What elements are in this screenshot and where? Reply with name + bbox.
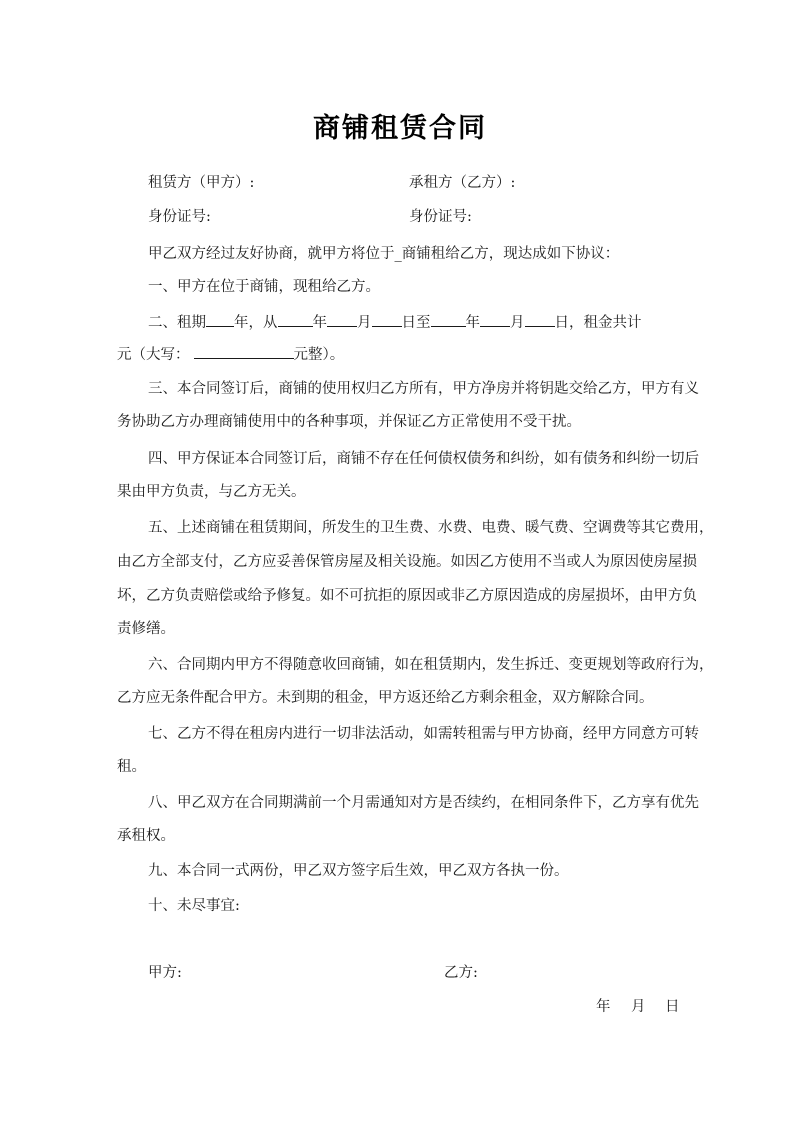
clause-8-line: 八、甲乙双方在合同期满前一个月需通知对方是否续约，在相同条件下，乙方享有优先: [148, 795, 699, 811]
date-month: 月: [631, 999, 646, 1015]
blank-line: [327, 312, 357, 327]
clause-2-text: 月: [510, 315, 525, 331]
clause-2-text: 月: [357, 315, 372, 331]
id-b-label: 身份证号:: [409, 209, 472, 225]
clause-2-text: 元（大写：: [117, 347, 190, 363]
blank-line: [431, 312, 466, 327]
signature-party-a: 甲方:: [148, 965, 182, 981]
blank-line: [278, 312, 313, 327]
clause-2-text: 日，租金共计: [554, 315, 642, 331]
clause-9: 九、本合同一式两份，甲乙双方签字后生效，甲乙双方各执一份。: [148, 863, 569, 879]
clause-4-line: 四、甲方保证本合同签订后，商铺不存在任何债权债务和纠纷，如有债务和纠纷一切后: [148, 451, 699, 467]
clause-2-text: 年，从: [234, 315, 278, 331]
blank-line: [480, 312, 510, 327]
id-a-label: 身份证号:: [148, 209, 211, 225]
date-year: 年: [596, 999, 611, 1015]
intro-paragraph: 甲乙双方经过友好协商，就甲方将位于_商铺租给乙方，现达成如下协议：: [148, 246, 620, 262]
clause-6-line: 乙方应无条件配合甲方。未到期的租金，甲方返还给乙方剩余租金，双方解除合同。: [117, 690, 654, 706]
date-day: 日: [665, 999, 680, 1015]
clause-7-line: 七、乙方不得在租房内进行一切非法活动，如需转租需与甲方协商，经甲方同意方可转: [148, 726, 699, 742]
clause-2-text: 日至: [401, 315, 431, 331]
clause-2-text: 年: [312, 315, 327, 331]
party-a-label: 租赁方（甲方）:: [148, 175, 255, 191]
clause-3-line: 务协助乙方办理商铺使用中的各种事项，并保证乙方正常使用不受干扰。: [117, 414, 581, 430]
clause-5-line: 五、上述商铺在租赁期间，所发生的卫生费、水费、电费、暖气费、空调费等其它费用，: [148, 520, 714, 536]
clause-3-line: 三、本合同签订后，商铺的使用权归乙方所有，甲方净房并将钥匙交给乙方，甲方有义: [148, 381, 699, 397]
clause-7-line: 租。: [117, 759, 146, 775]
clause-5-line: 由乙方全部支付，乙方应妥善保管房屋及相关设施。如因乙方使用不当或人为原因使房屋损: [117, 554, 697, 570]
clause-2-text: 年: [465, 315, 480, 331]
blank-line: [372, 312, 402, 327]
signature-party-b: 乙方:: [444, 965, 478, 981]
clause-1: 一、甲方在位于商铺，现租给乙方。: [148, 279, 380, 295]
blank-line: [206, 312, 234, 327]
clause-10: 十、未尽事宜:: [148, 898, 240, 914]
blank-line: [525, 312, 555, 327]
clause-2-text: 元整）。: [293, 347, 345, 363]
document-title: 商铺租赁合同: [313, 113, 487, 144]
party-b-label: 承租方（乙方）:: [409, 175, 516, 191]
clause-2-line-1: [148, 312, 642, 333]
blank-line: [194, 344, 294, 359]
clause-4-line: 果由甲方负责，与乙方无关。: [117, 484, 306, 500]
clause-8-line: 承租权。: [117, 828, 175, 844]
clause-5-line: 责修缮。: [117, 621, 175, 637]
clause-2-line-2: [117, 344, 344, 365]
clause-2-text: 二、租期: [148, 315, 206, 331]
clause-6-line: 六、合同期内甲方不得随意收回商铺，如在租赁期内，发生拆迁、变更规划等政府行为，: [148, 657, 714, 673]
clause-5-line: 坏，乙方负责赔偿或给予修复。如不可抗拒的原因或非乙方原因造成的房屋损坏，由甲方负: [117, 588, 697, 604]
